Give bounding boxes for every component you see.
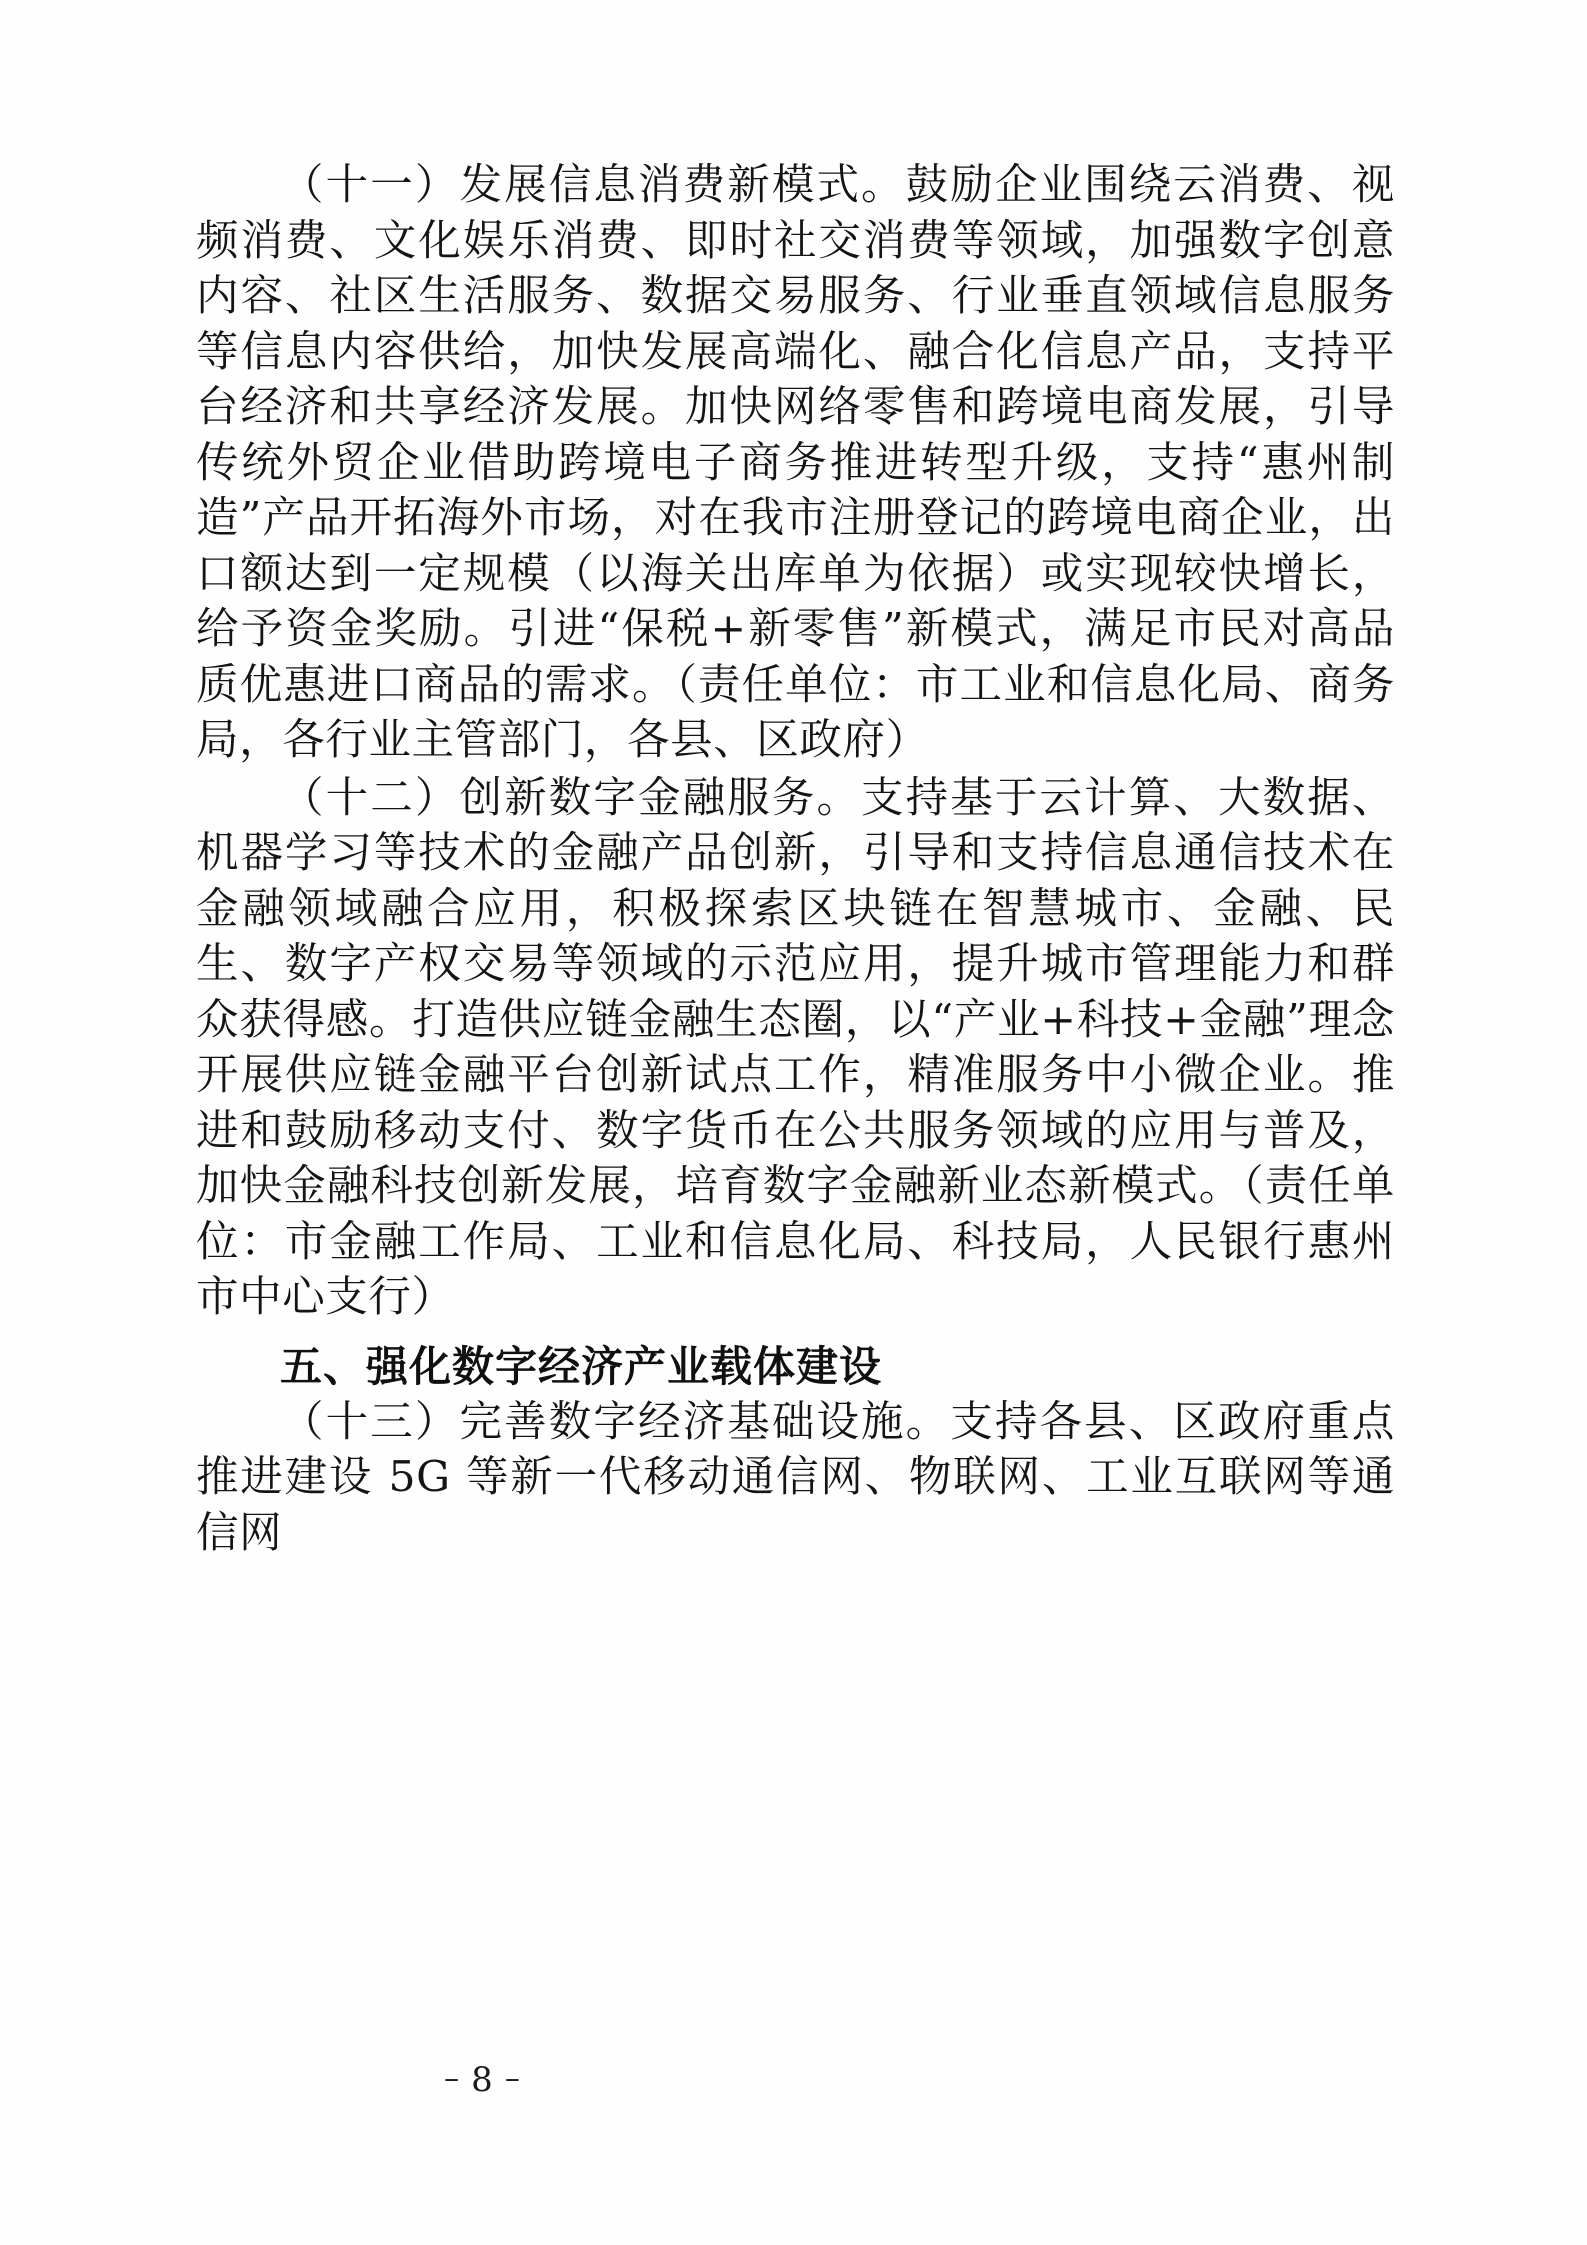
paragraph-item-11: （十一）发展信息消费新模式。鼓励企业围绕云消费、视频消费、文化娱乐消费、即时社交消费等领域，加强数字创意内容、社区生活服务、数据交易服务、行业垂直领域信息服务等信息内容供给，加快发展高端化、融合化信息产品，支持平台经济和共享经济发展。加快网络零售和跨境电商发展，引导传统外贸企业借助跨境电子商务推进转型升级，支持“惠州制造”产品开拓海外市场，对在我市注册登记的跨境电商企业，出口额达到一定规模（以海关出库单为依据）或实现较快增长，给予资金奖励。引进“保税+新零售”新模式，满足市民对高品质优惠进口商品的需求。（责任单位：市工业和信息化局、商务局，各行业主管部门，各县、区政府） [196, 161, 1395, 765]
paragraph-item-13: （十三）完善数字经济基础设施。支持各县、区政府重点推进建设 5G 等新一代移动通信网、物联网、工业互联网等通信网 [196, 1397, 1395, 1558]
page-number-dash-left: – [444, 2061, 463, 2096]
section-heading-five: 五、强化数字经济产业载体建设 [280, 1341, 883, 1391]
page-number-value: 8 [471, 2060, 496, 2100]
paragraph-item-12: （十二）创新数字金融服务。支持基于云计算、大数据、机器学习等技术的金融产品创新，引导和支持信息通信技术在金融领域融合应用，积极探索区块链在智慧城市、金融、民生、数字产权交易等领域的示范应用，提升城市管理能力和群众获得感。打造供应链金融生态圈，以“产业+科技+金融”理念开展供应链金融平台创新试点工作，精准服务中小微企业。推进和鼓励移动支付、数字货币在公共服务领域的应用与普及，加快金融科技创新发展，培育数字金融新业态新模式。（责任单位：市金融工作局、工业和信息化局、科技局，人民银行惠州市中心支行） [196, 773, 1395, 1322]
page-number-dash-right: – [504, 2061, 523, 2096]
page-body [196, 158, 1395, 1561]
page-number [0, 2060, 1277, 2100]
